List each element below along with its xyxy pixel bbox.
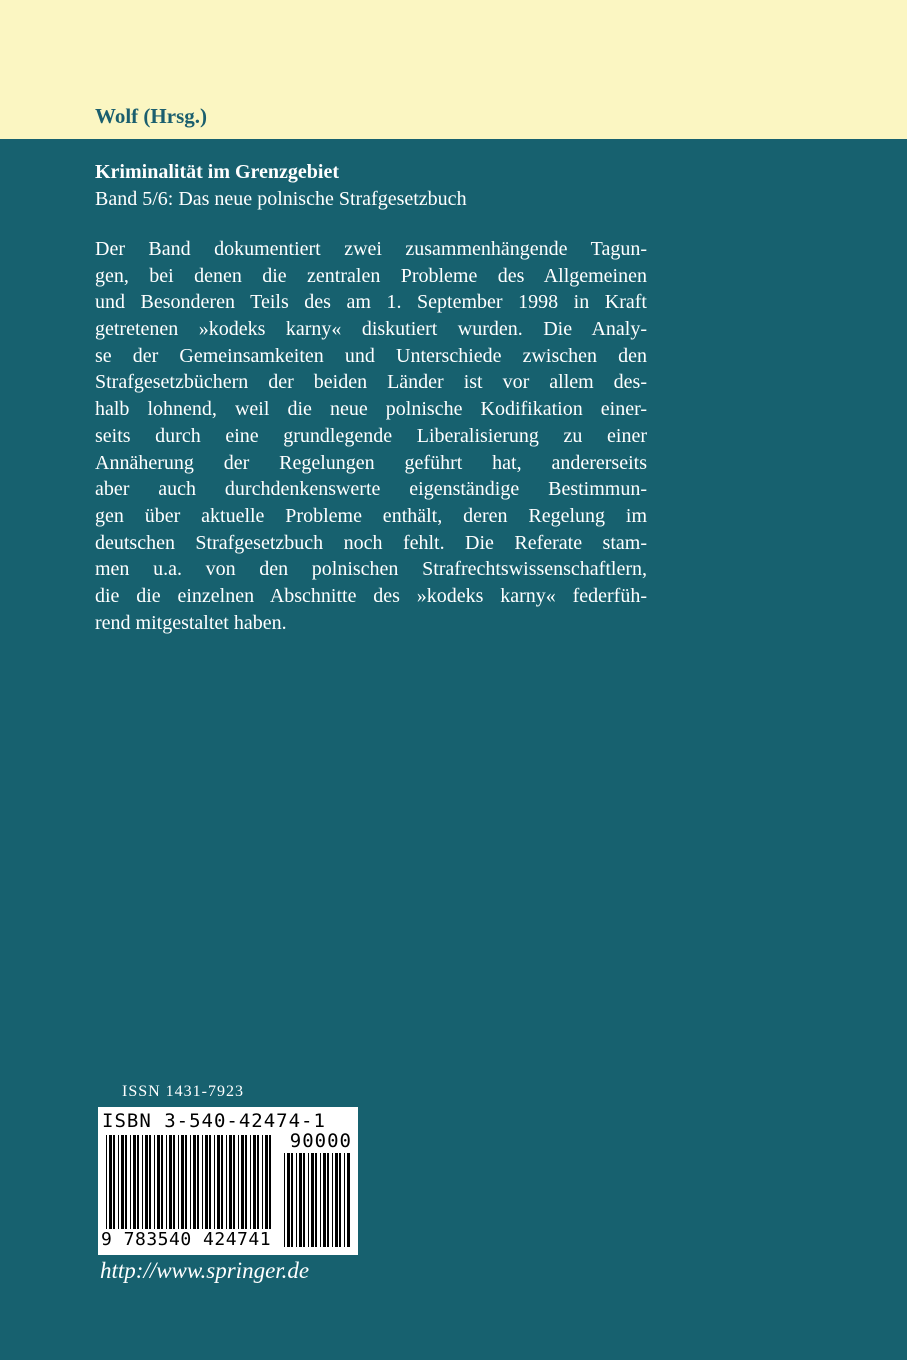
back-cover-body bbox=[0, 139, 907, 1360]
barcode-bar bbox=[109, 1135, 112, 1229]
barcode-bar bbox=[193, 1135, 196, 1229]
barcode-bar bbox=[145, 1135, 148, 1229]
blurb-line: halb lohnend, weil die neue polnische Kodifikation einer- bbox=[95, 398, 647, 421]
barcode-bar bbox=[253, 1135, 256, 1229]
barcode-bar bbox=[214, 1135, 215, 1229]
barcode-bar bbox=[121, 1135, 124, 1229]
blurb-line: men u.a. von den polnischen Strafrechtswissenschaftlern, bbox=[95, 558, 647, 581]
blurb-line: Strafgesetzbüchern der beiden Länder ist vor allem des- bbox=[95, 371, 647, 394]
barcode-bar bbox=[169, 1135, 172, 1229]
barcode-bar bbox=[197, 1135, 199, 1229]
barcode-bar bbox=[178, 1135, 179, 1229]
barcode-bar bbox=[262, 1135, 263, 1229]
barcode-label bbox=[98, 1107, 358, 1255]
barcode-bar bbox=[181, 1135, 184, 1229]
barcode-bar bbox=[291, 1153, 293, 1247]
barcode-bar bbox=[327, 1153, 329, 1247]
blurb-line: die die einzelnen Abschnitte des »kodeks karny« federfüh- bbox=[95, 584, 647, 607]
issn-label: ISSN 1431-7923 bbox=[122, 1083, 245, 1100]
barcode-bar bbox=[154, 1135, 155, 1229]
blurb-line: se der Gemeinsamkeiten und Unterschiede zwischen den bbox=[95, 344, 647, 367]
barcode-bar bbox=[130, 1135, 131, 1229]
blurb-text bbox=[95, 236, 647, 636]
barcode-bar bbox=[347, 1153, 350, 1247]
barcode-bar bbox=[323, 1153, 326, 1247]
barcode-bar bbox=[106, 1135, 107, 1229]
barcode-bar bbox=[205, 1135, 208, 1229]
barcode-bar bbox=[149, 1135, 151, 1229]
barcode-bar bbox=[157, 1135, 160, 1229]
barcode-bar bbox=[185, 1135, 187, 1229]
barcode-bar bbox=[284, 1153, 285, 1247]
blurb-line: deutschen Strafgesetzbuch noch fehlt. Die Referate stam- bbox=[95, 531, 647, 554]
barcode-bar bbox=[269, 1135, 271, 1229]
blurb-line: Annäherung der Regelungen geführt hat, andererseits bbox=[95, 451, 647, 474]
editor-name: Wolf (Hrsg.) bbox=[95, 104, 207, 128]
blurb-line: rend mitgestaltet haben. bbox=[95, 611, 287, 634]
barcode-bar bbox=[142, 1135, 143, 1229]
blurb-line: und Besonderen Teils des am 1. September 1998 in Kraft bbox=[95, 291, 647, 314]
publisher-url[interactable]: http://www.springer.de bbox=[100, 1258, 310, 1283]
barcode-bar bbox=[332, 1153, 333, 1247]
barcode-bar bbox=[233, 1135, 235, 1229]
barcode-bar bbox=[245, 1135, 247, 1229]
blurb-line: gen, bei denen die zentralen Probleme des Allgemeinen bbox=[95, 264, 647, 287]
barcode-bar bbox=[311, 1153, 314, 1247]
barcode-bar bbox=[241, 1135, 244, 1229]
barcode-bar bbox=[202, 1135, 203, 1229]
barcode-bar bbox=[209, 1135, 211, 1229]
barcode-bar bbox=[125, 1135, 127, 1229]
barcode-bar bbox=[133, 1135, 136, 1229]
barcode-bar bbox=[296, 1153, 297, 1247]
ean-number: 9 783540 424741 bbox=[101, 1229, 272, 1250]
isbn-number: ISBN 3-540-42474-1 bbox=[102, 1110, 326, 1132]
barcode-bar bbox=[257, 1135, 259, 1229]
blurb-line: gen über aktuelle Probleme enthält, deren Regelung im bbox=[95, 504, 647, 527]
barcode-bar bbox=[166, 1135, 167, 1229]
blurb-line: Der Band dokumentiert zwei zusammenhängende Tagun- bbox=[95, 238, 647, 260]
barcode-bar bbox=[221, 1135, 223, 1229]
barcode-bar bbox=[344, 1153, 345, 1247]
barcode-bar bbox=[161, 1135, 163, 1229]
blurb-line: seits durch eine grundlegende Liberalisierung zu einer bbox=[95, 424, 647, 447]
price-code: 90000 bbox=[289, 1130, 352, 1152]
barcode-bar bbox=[299, 1153, 302, 1247]
header-band bbox=[0, 0, 907, 139]
barcode-bar bbox=[229, 1135, 232, 1229]
barcode-bar bbox=[217, 1135, 220, 1229]
barcode-bar bbox=[238, 1135, 239, 1229]
barcode-bar bbox=[308, 1153, 309, 1247]
barcode-bar bbox=[118, 1135, 119, 1229]
barcode-bar bbox=[315, 1153, 317, 1247]
blurb-line: getretenen »kodeks karny« diskutiert wurden. Die Analy- bbox=[95, 318, 647, 341]
barcode-bar bbox=[226, 1135, 227, 1229]
book-title: Kriminalität im Grenzgebiet bbox=[95, 161, 340, 183]
barcode-bar bbox=[287, 1153, 290, 1247]
barcode-bar bbox=[303, 1153, 305, 1247]
barcode-bar bbox=[320, 1153, 321, 1247]
barcode-bar bbox=[113, 1135, 115, 1229]
barcode-bar bbox=[250, 1135, 251, 1229]
blurb-line: aber auch durchdenkenswerte eigenständige Bestimmun- bbox=[95, 478, 647, 501]
barcode-bar bbox=[339, 1153, 341, 1247]
barcode-bar bbox=[173, 1135, 175, 1229]
barcode-bar bbox=[335, 1153, 338, 1247]
book-subtitle: Band 5/6: Das neue polnische Strafgesetzbuch bbox=[95, 188, 467, 210]
barcode-bar bbox=[265, 1135, 268, 1229]
barcode-bar bbox=[137, 1135, 139, 1229]
barcode-bar bbox=[190, 1135, 191, 1229]
